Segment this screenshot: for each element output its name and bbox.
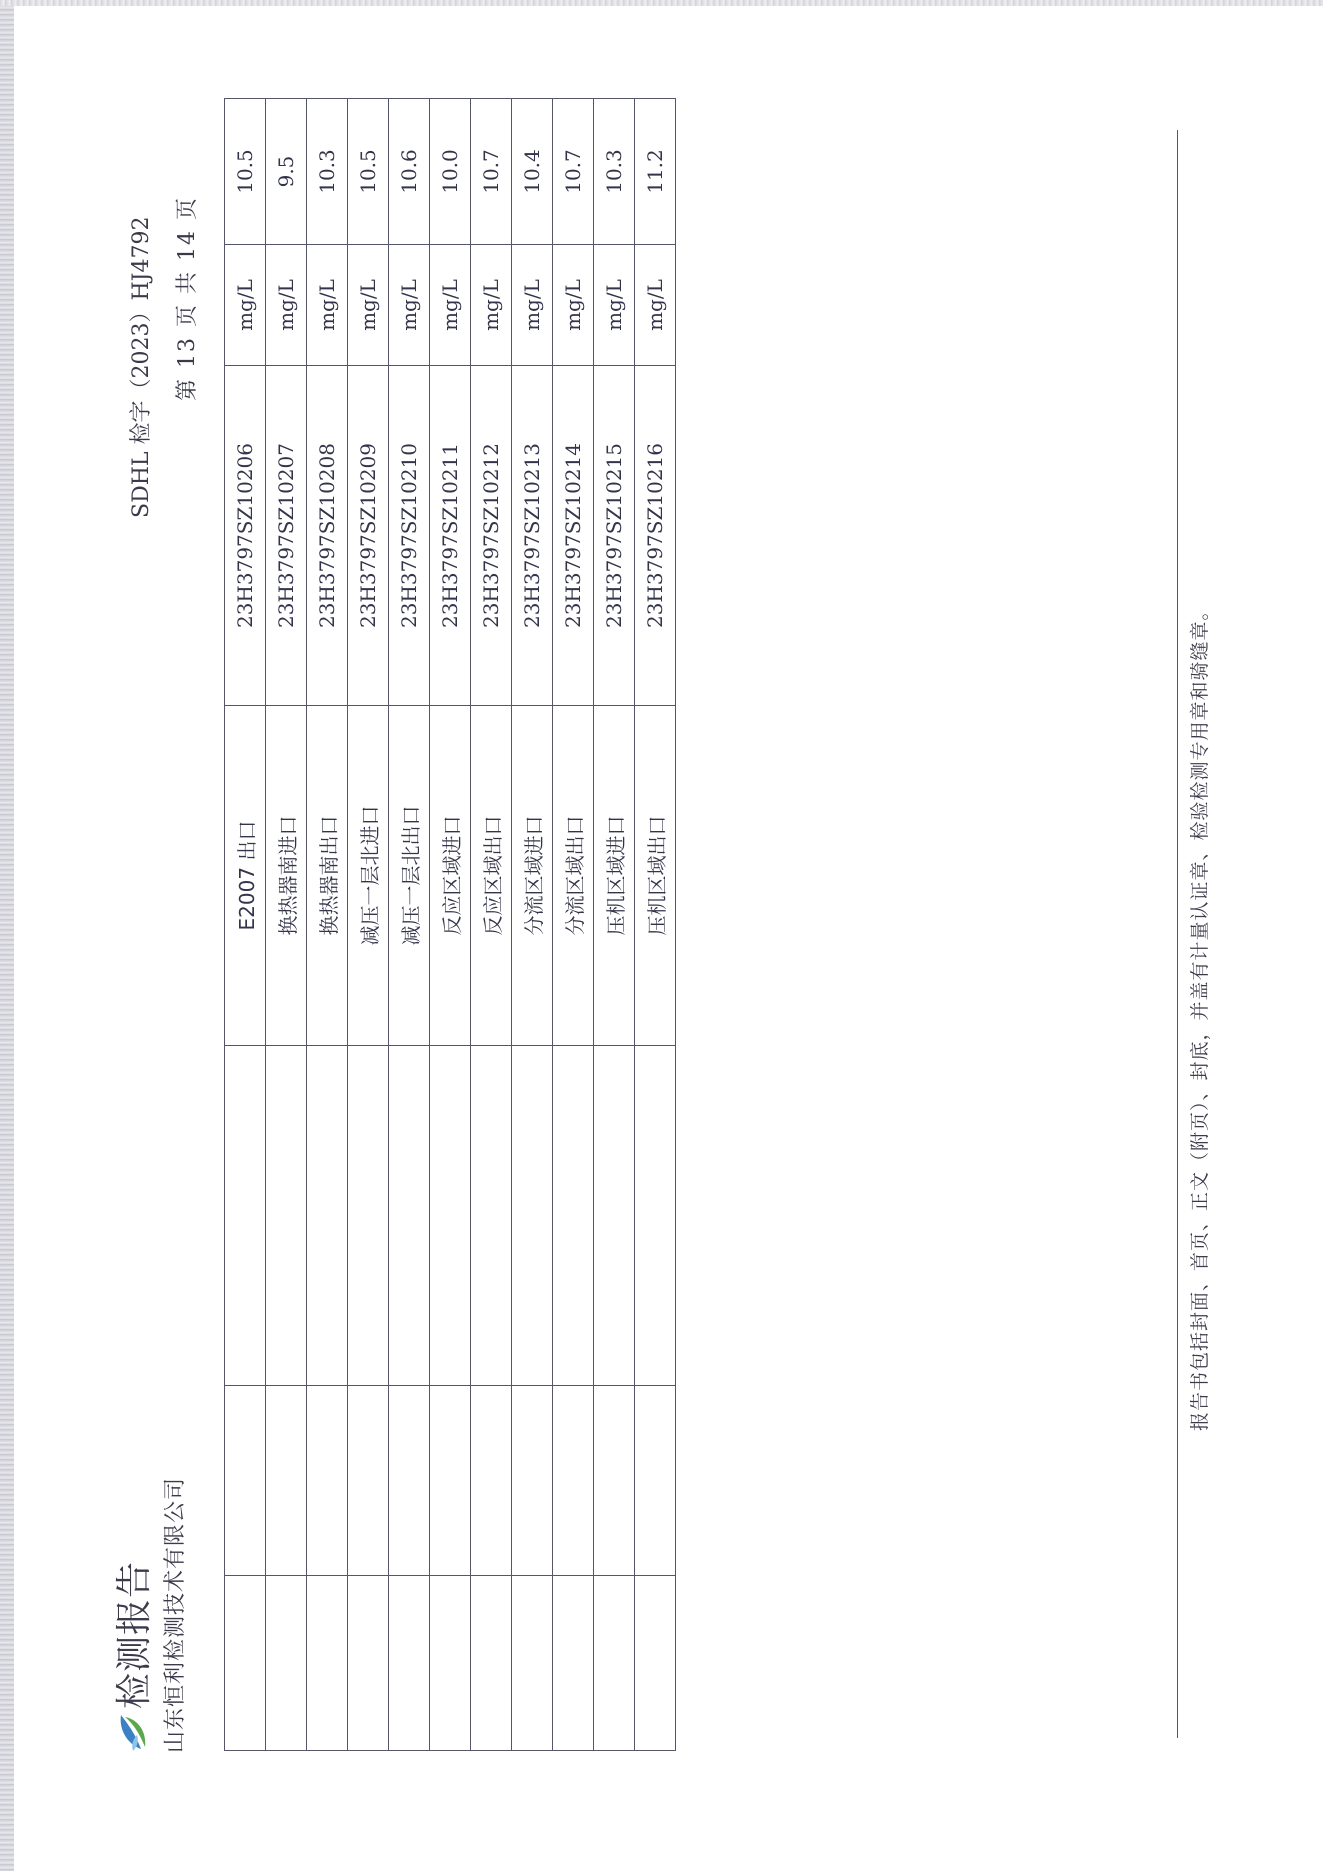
results-table-body <box>225 99 676 1751</box>
sample-id-cell: 23H3797SZ10216 <box>635 366 676 706</box>
empty-cell <box>471 1576 512 1751</box>
empty-cell <box>635 1386 676 1576</box>
company-name: 山东恒利检测技术有限公司 <box>163 1476 188 1753</box>
location-cell: 压机区域出口 <box>635 706 676 1046</box>
value-cell: 10.3 <box>594 99 635 245</box>
value-cell: 10.7 <box>553 99 594 245</box>
empty-cell <box>307 1576 348 1751</box>
location-cell: 分流区域出口 <box>553 706 594 1046</box>
empty-cell <box>553 1046 594 1386</box>
empty-cell <box>471 1046 512 1386</box>
empty-cell <box>635 1046 676 1386</box>
sample-id-cell: 23H3797SZ10209 <box>348 366 389 706</box>
value-cell: 10.3 <box>307 99 348 245</box>
empty-cell <box>594 1386 635 1576</box>
table-row <box>471 99 512 1751</box>
page-number: 第 13 页 共 14 页 <box>175 196 200 401</box>
report-logo <box>106 1561 157 1753</box>
logo-title: 检测报告 <box>114 1560 155 1709</box>
empty-cell <box>430 1576 471 1751</box>
value-cell: 10.0 <box>430 99 471 245</box>
location-cell: E2007 出口 <box>225 706 266 1046</box>
unit-cell: mg/L <box>225 245 266 366</box>
unit-cell: mg/L <box>512 245 553 366</box>
empty-cell <box>430 1046 471 1386</box>
empty-cell <box>225 1576 266 1751</box>
empty-cell <box>553 1576 594 1751</box>
table-row <box>348 99 389 1751</box>
table-row <box>266 99 307 1751</box>
table-row <box>225 99 266 1751</box>
empty-cell <box>307 1046 348 1386</box>
empty-cell <box>348 1386 389 1576</box>
empty-cell <box>225 1046 266 1386</box>
location-cell: 换热器南出口 <box>307 706 348 1046</box>
location-cell: 分流区域进口 <box>512 706 553 1046</box>
value-cell: 10.7 <box>471 99 512 245</box>
table-row <box>430 99 471 1751</box>
unit-cell: mg/L <box>635 245 676 366</box>
unit-cell: mg/L <box>307 245 348 366</box>
empty-cell <box>512 1576 553 1751</box>
empty-cell <box>389 1576 430 1751</box>
value-cell: 10.4 <box>512 99 553 245</box>
empty-cell <box>512 1046 553 1386</box>
empty-cell <box>266 1386 307 1576</box>
empty-cell <box>266 1576 307 1751</box>
footer-note: 报告书包括封面、首页、正文（附页）、封底，并盖有计量认证章、检验检测专用章和骑缝章。 <box>1189 600 1211 1431</box>
empty-cell <box>389 1046 430 1386</box>
sample-id-cell: 23H3797SZ10215 <box>594 366 635 706</box>
sample-id-cell: 23H3797SZ10213 <box>512 366 553 706</box>
empty-cell <box>348 1046 389 1386</box>
location-cell: 反应区域进口 <box>430 706 471 1046</box>
location-cell: 压机区域进口 <box>594 706 635 1046</box>
leaf-logo-icon <box>111 1711 153 1753</box>
table-row <box>512 99 553 1751</box>
table-row <box>594 99 635 1751</box>
empty-cell <box>430 1386 471 1576</box>
report-number: SDHL 检字（2023）HJ4792 <box>129 216 154 518</box>
table-row <box>553 99 594 1751</box>
unit-cell: mg/L <box>471 245 512 366</box>
unit-cell: mg/L <box>430 245 471 366</box>
location-cell: 反应区域出口 <box>471 706 512 1046</box>
empty-cell <box>348 1576 389 1751</box>
value-cell: 9.5 <box>266 99 307 245</box>
empty-cell <box>512 1386 553 1576</box>
sample-id-cell: 23H3797SZ10208 <box>307 366 348 706</box>
unit-cell: mg/L <box>266 245 307 366</box>
sample-id-cell: 23H3797SZ10212 <box>471 366 512 706</box>
sample-id-cell: 23H3797SZ10210 <box>389 366 430 706</box>
sample-id-cell: 23H3797SZ10206 <box>225 366 266 706</box>
empty-cell <box>594 1046 635 1386</box>
footer-rule <box>1177 130 1178 1738</box>
unit-cell: mg/L <box>348 245 389 366</box>
results-table <box>224 98 676 1751</box>
sample-id-cell: 23H3797SZ10207 <box>266 366 307 706</box>
empty-cell <box>225 1386 266 1576</box>
value-cell: 10.5 <box>225 99 266 245</box>
value-cell: 11.2 <box>635 99 676 245</box>
empty-cell <box>471 1386 512 1576</box>
value-cell: 10.6 <box>389 99 430 245</box>
unit-cell: mg/L <box>594 245 635 366</box>
table-row <box>307 99 348 1751</box>
sample-id-cell: 23H3797SZ10214 <box>553 366 594 706</box>
location-cell: 减压一层北进口 <box>348 706 389 1046</box>
value-cell: 10.5 <box>348 99 389 245</box>
location-cell: 减压一层北出口 <box>389 706 430 1046</box>
sample-id-cell: 23H3797SZ10211 <box>430 366 471 706</box>
empty-cell <box>389 1386 430 1576</box>
empty-cell <box>594 1576 635 1751</box>
unit-cell: mg/L <box>553 245 594 366</box>
empty-cell <box>553 1386 594 1576</box>
empty-cell <box>307 1386 348 1576</box>
table-row <box>635 99 676 1751</box>
empty-cell <box>266 1046 307 1386</box>
empty-cell <box>635 1576 676 1751</box>
table-row <box>389 99 430 1751</box>
unit-cell: mg/L <box>389 245 430 366</box>
location-cell: 换热器南进口 <box>266 706 307 1046</box>
